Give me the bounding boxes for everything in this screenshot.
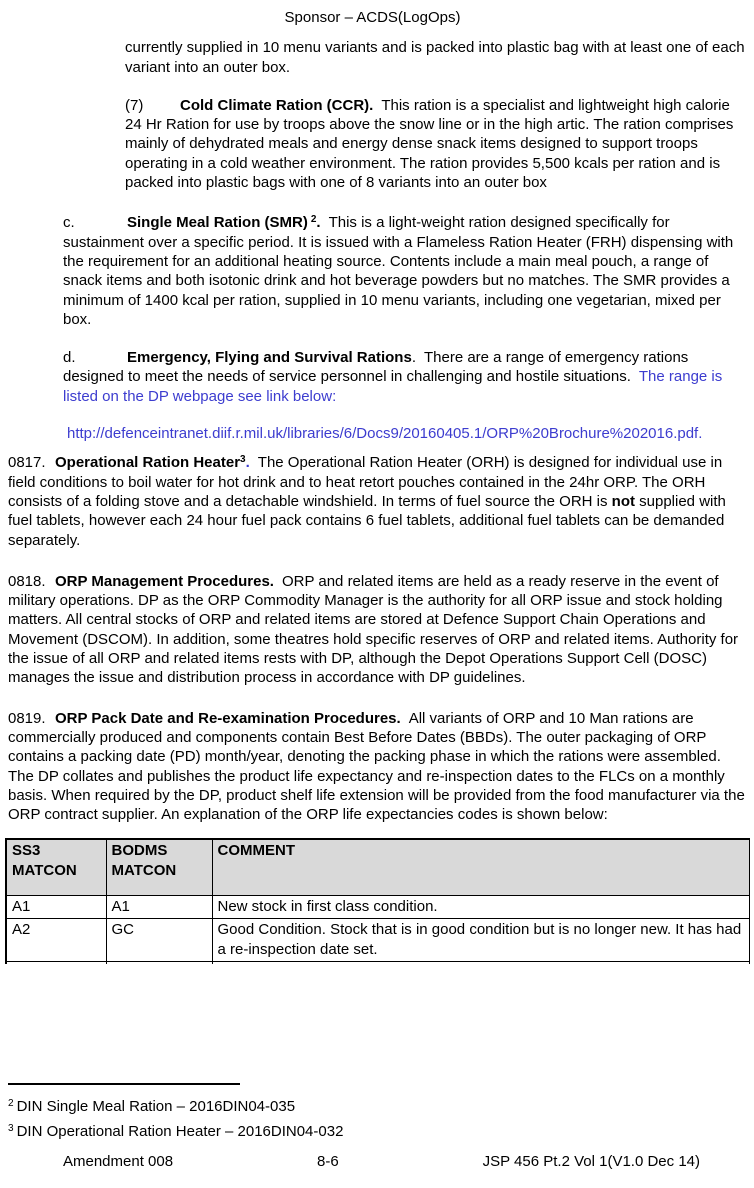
heading-period: . — [316, 214, 321, 232]
orp-brochure-link[interactable]: http://defenceintranet.diif.r.mil.uk/libraries/6/Docs9/20160405.1/ORP%20Brochure%202016.pdf. — [67, 425, 703, 443]
matcon-table — [5, 838, 750, 964]
footnote-2 — [8, 1094, 343, 1119]
paragraph-number: 0818. — [8, 572, 46, 590]
paragraph-body: This ration is a specialist and lightweight high calorie 24 Hr Ration for use by troops above the snow line or in the high artic. The ration comprises mainly of dehydrated meals and energy dense snack items designed to support troops operating in a cold weather environment. The ration provides 5,500 kcals per ration and is packed into plastic bags with one of 8 variants into an outer box — [125, 96, 734, 192]
paragraph-heading: ORP Management Procedures. — [55, 572, 274, 590]
cell-comment: New stock in first class condition. — [212, 895, 750, 918]
column-header-bodms-matcon: BODMS MATCON — [106, 839, 212, 895]
footnote-ref-2: 2 — [310, 214, 317, 226]
footer-document-reference: JSP 456 Pt.2 Vol 1(V1.0 Dec 14) — [482, 1153, 700, 1170]
footnote-divider — [8, 1083, 240, 1085]
page-footer — [0, 1152, 754, 1171]
table-header-row — [6, 839, 750, 895]
cell-ss3: A2 — [6, 918, 106, 961]
footer-amendment: Amendment 008 — [63, 1153, 174, 1170]
paragraph-c-smr — [63, 213, 745, 329]
paragraph-heading: Single Meal Ration (SMR) — [127, 214, 308, 232]
paragraph-body: This is a light-weight ration designed specifically for sustainment over a specific period. It is issued with a Flameless Ration Heater (FRH) dispensing with the requirement for an additional heating source. Contents include a main meal pouch, a range of snack items and both isotonic drink and hot beverage powders but no matches. The SMR provides a minimum of 1400 kcal per ration, supplied in 10 menu variants, including one vegetarian, mixed per box. — [63, 214, 734, 328]
paragraph-body: All variants of ORP and 10 Man rations are commercially produced and components contain Best Before Dates (BBDs). The outer packaging of ORP contains a packing date (PD) month/year, denoting the packing phase in which the rations were assembled. The DP collates and publishes the product life expectancy and re-inspection dates to the FLCs on a monthly basis. When required by the DP, product shelf life extension will be provided from the food manufacturer via the ORP contract supplier. An explanation of the ORP life expectancies codes is shown below: — [8, 709, 745, 824]
cell-bodms: GC — [106, 918, 212, 961]
table-row-cropped — [6, 961, 750, 964]
paragraph-label: d. — [63, 349, 76, 367]
paragraph-heading: ORP Pack Date and Re-examination Procedures. — [55, 709, 401, 727]
paragraph-7-ccr — [125, 96, 745, 192]
paragraph-label: (7) — [125, 96, 144, 114]
footnote-3 — [8, 1119, 343, 1144]
paragraph-heading: Emergency, Flying and Survival Rations — [127, 349, 412, 367]
table-row — [6, 918, 750, 961]
heading-period: . — [245, 454, 250, 472]
bold-word-not: not — [611, 492, 635, 510]
column-header-ss3-matcon: SS3 MATCON — [6, 839, 106, 895]
paragraph-heading: Cold Climate Ration (CCR). — [180, 96, 374, 114]
paragraph-0817-orh — [8, 453, 745, 549]
cell-ss3: A1 — [6, 895, 106, 918]
paragraph-body-cont: supplied with fuel tablets, however each 24 hour fuel pack contains 6 fuel tablets, additional fuel tablets can be demanded separately. — [8, 492, 726, 549]
paragraph-number: 0819. — [8, 709, 46, 727]
paragraph-0818-management — [8, 572, 745, 688]
paragraph-body: The Operational Ration Heater (ORH) is designed for individual use in field conditions to boil water for hot drink and to heat retort pouches contained in the 24hr ORP. The ORH consists of a folding stove and a detachable windshield. In terms of fuel source the ORH is — [8, 454, 723, 510]
cell-comment: Good Condition. Stock that is in good condition but is no longer new. It has had a re-inspection date set. — [212, 918, 750, 961]
footnote-3-marker: 3 — [8, 1123, 14, 1134]
paragraph-heading: Operational Ration Heater — [55, 454, 241, 472]
paragraph-d-emergency — [63, 348, 745, 406]
sponsor-header: Sponsor – ACDS(LogOps) — [284, 9, 461, 26]
table-row — [6, 895, 750, 918]
cell-bodms: A1 — [106, 895, 212, 918]
footer-page-number: 8-6 — [317, 1153, 339, 1170]
dp-webpage-note: The range is listed on the DP webpage see link below: — [63, 368, 723, 405]
paragraph-label: c. — [63, 214, 75, 232]
footnote-3-text: DIN Operational Ration Heater – 2016DIN04-032 — [16, 1123, 344, 1140]
column-header-comment: COMMENT — [212, 839, 750, 895]
heading-period: . — [411, 349, 416, 367]
footnote-ref-3: 3 — [240, 454, 246, 466]
footnote-2-text: DIN Single Meal Ration – 2016DIN04-035 — [16, 1098, 296, 1115]
paragraph-intro: currently supplied in 10 menu variants and is packed into plastic bag with at least one of each variant into an outer box. — [125, 39, 745, 76]
paragraph-body: There are a range of emergency rations designed to meet the needs of service personnel in challenging and hostile situations. — [63, 349, 689, 386]
paragraph-body: ORP and related items are held as a ready reserve in the event of military operations. DP as the ORP Commodity Manager is the authority for all ORP issue and stock holding matters. All central stocks of ORP and related items are stored at Defence Support Chain Operations and Movement (DSCOM). In addition, some theatres hold specific reserves of ORP and related items. Authority for the issue of all ORP and related items rests with DP, although the Depot Operations Support Cell (DOSC) manages the issue and distribution process in accordance with DP guidelines. — [8, 572, 739, 687]
footnotes-block — [8, 1083, 343, 1144]
paragraph-0819-pack-date — [8, 709, 745, 825]
footnote-2-marker: 2 — [8, 1098, 14, 1109]
document-content — [0, 8, 754, 964]
paragraph-number: 0817. — [8, 454, 46, 472]
matcon-table-wrap — [5, 838, 750, 964]
